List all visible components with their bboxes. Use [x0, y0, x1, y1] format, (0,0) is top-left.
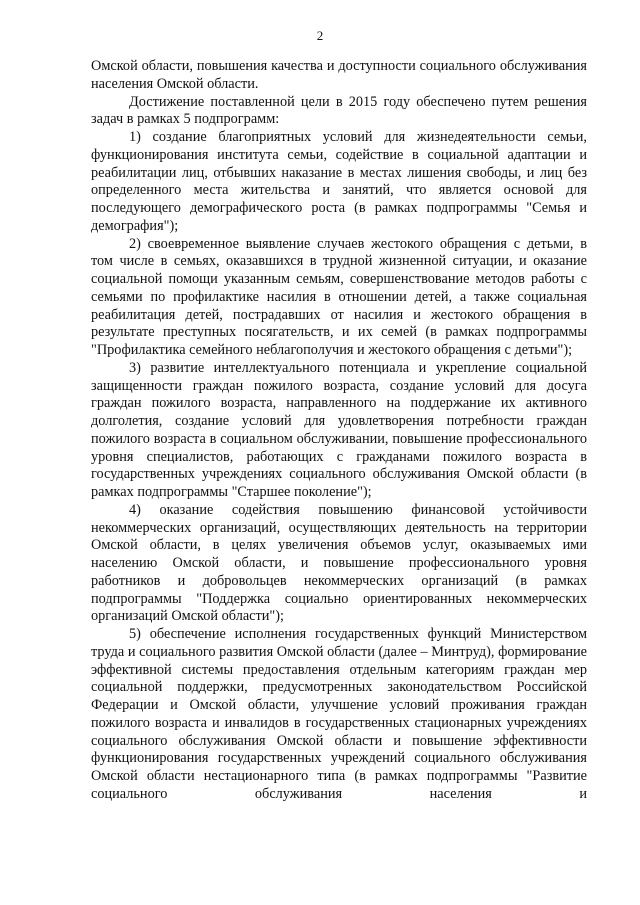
page-number: 2	[316, 28, 324, 43]
paragraph-task-3: 3) развитие интеллектуального потенциала и укрепление социальной защищенности граждан пожилого возраста, создание условий для досуга граждан пожилого возраста, направленного на поддержание их активного долголетия, создание условий для удовлетворения потребности граждан пожилого возраста в социальном обслуживании, повышение профессионального уровня специалистов, работающих с гражданами пожилого возраста в государственных учреждениях социального обслуживания Омской области (в рамках подпрограммы "Старшее поколение");	[91, 359, 587, 500]
paragraph-task-1: 1) создание благоприятных условий для жизнедеятельности семьи, функционирования института семьи, содействие в социальной адаптации и реабилитации лиц, отбывших наказание в местах лишения свободы, и лиц без определенного места жительства и занятий, что является основой для последующего демографического роста (в рамках подпрограммы "Семья и демография");	[91, 129, 587, 234]
paragraph-continuation: Омской области, повышения качества и доступности социального обслуживания населения Омской области.	[91, 58, 587, 92]
paragraph-task-4: 4) оказание содействия повышению финансовой устойчивости некоммерческих организаций, осуществляющих деятельность на территории Омской области, в целях увеличения объемов услуг, оказываемых ими населению Омской области, и повышение профессионального уровня работников и добровольцев некоммерческих организаций (в рамках подпрограммы "Поддержка социально ориентированных некоммерческих организаций Омской области");	[91, 501, 587, 625]
paragraph-goal-achievement: Достижение поставленной цели в 2015 году обеспечено путем решения задач в рамках 5 подпрограмм:	[91, 93, 587, 128]
paragraph-task-2: 2) своевременное выявление случаев жестокого обращения с детьми, в том числе в семьях, оказавшихся в трудной жизненной ситуации, и оказание социальной помощи указанным семьям, совершенствование методов работы с семьями по профилактике насилия в отношении детей, а также социальная реабилитация детей, пострадавших от насилия и жестокого обращения в результате преступных посягательств, и их семей (в рамках подпрограммы "Профилактика семейного неблагополучия и жестокого обращения с детьми");	[91, 235, 587, 358]
paragraph-task-5: 5) обеспечение исполнения государственных функций Министерством труда и социального развития Омской области (далее – Минтруд), формирование эффективной системы предоставления отдельным категориям граждан мер социальной поддержки, предусмотренных законодательством Российской Федерации и Омской области, улучшение условий проживания граждан пожилого возраста и инвалидов в государственных стационарных учреждениях социального обслуживания Омской области и повышение эффективности функционирования государственных учреждений социального обслуживания Омской области нестационарного типа (в рамках подпрограммы "Развитие социального обслуживания населения и	[91, 626, 587, 802]
document-body	[91, 58, 587, 804]
